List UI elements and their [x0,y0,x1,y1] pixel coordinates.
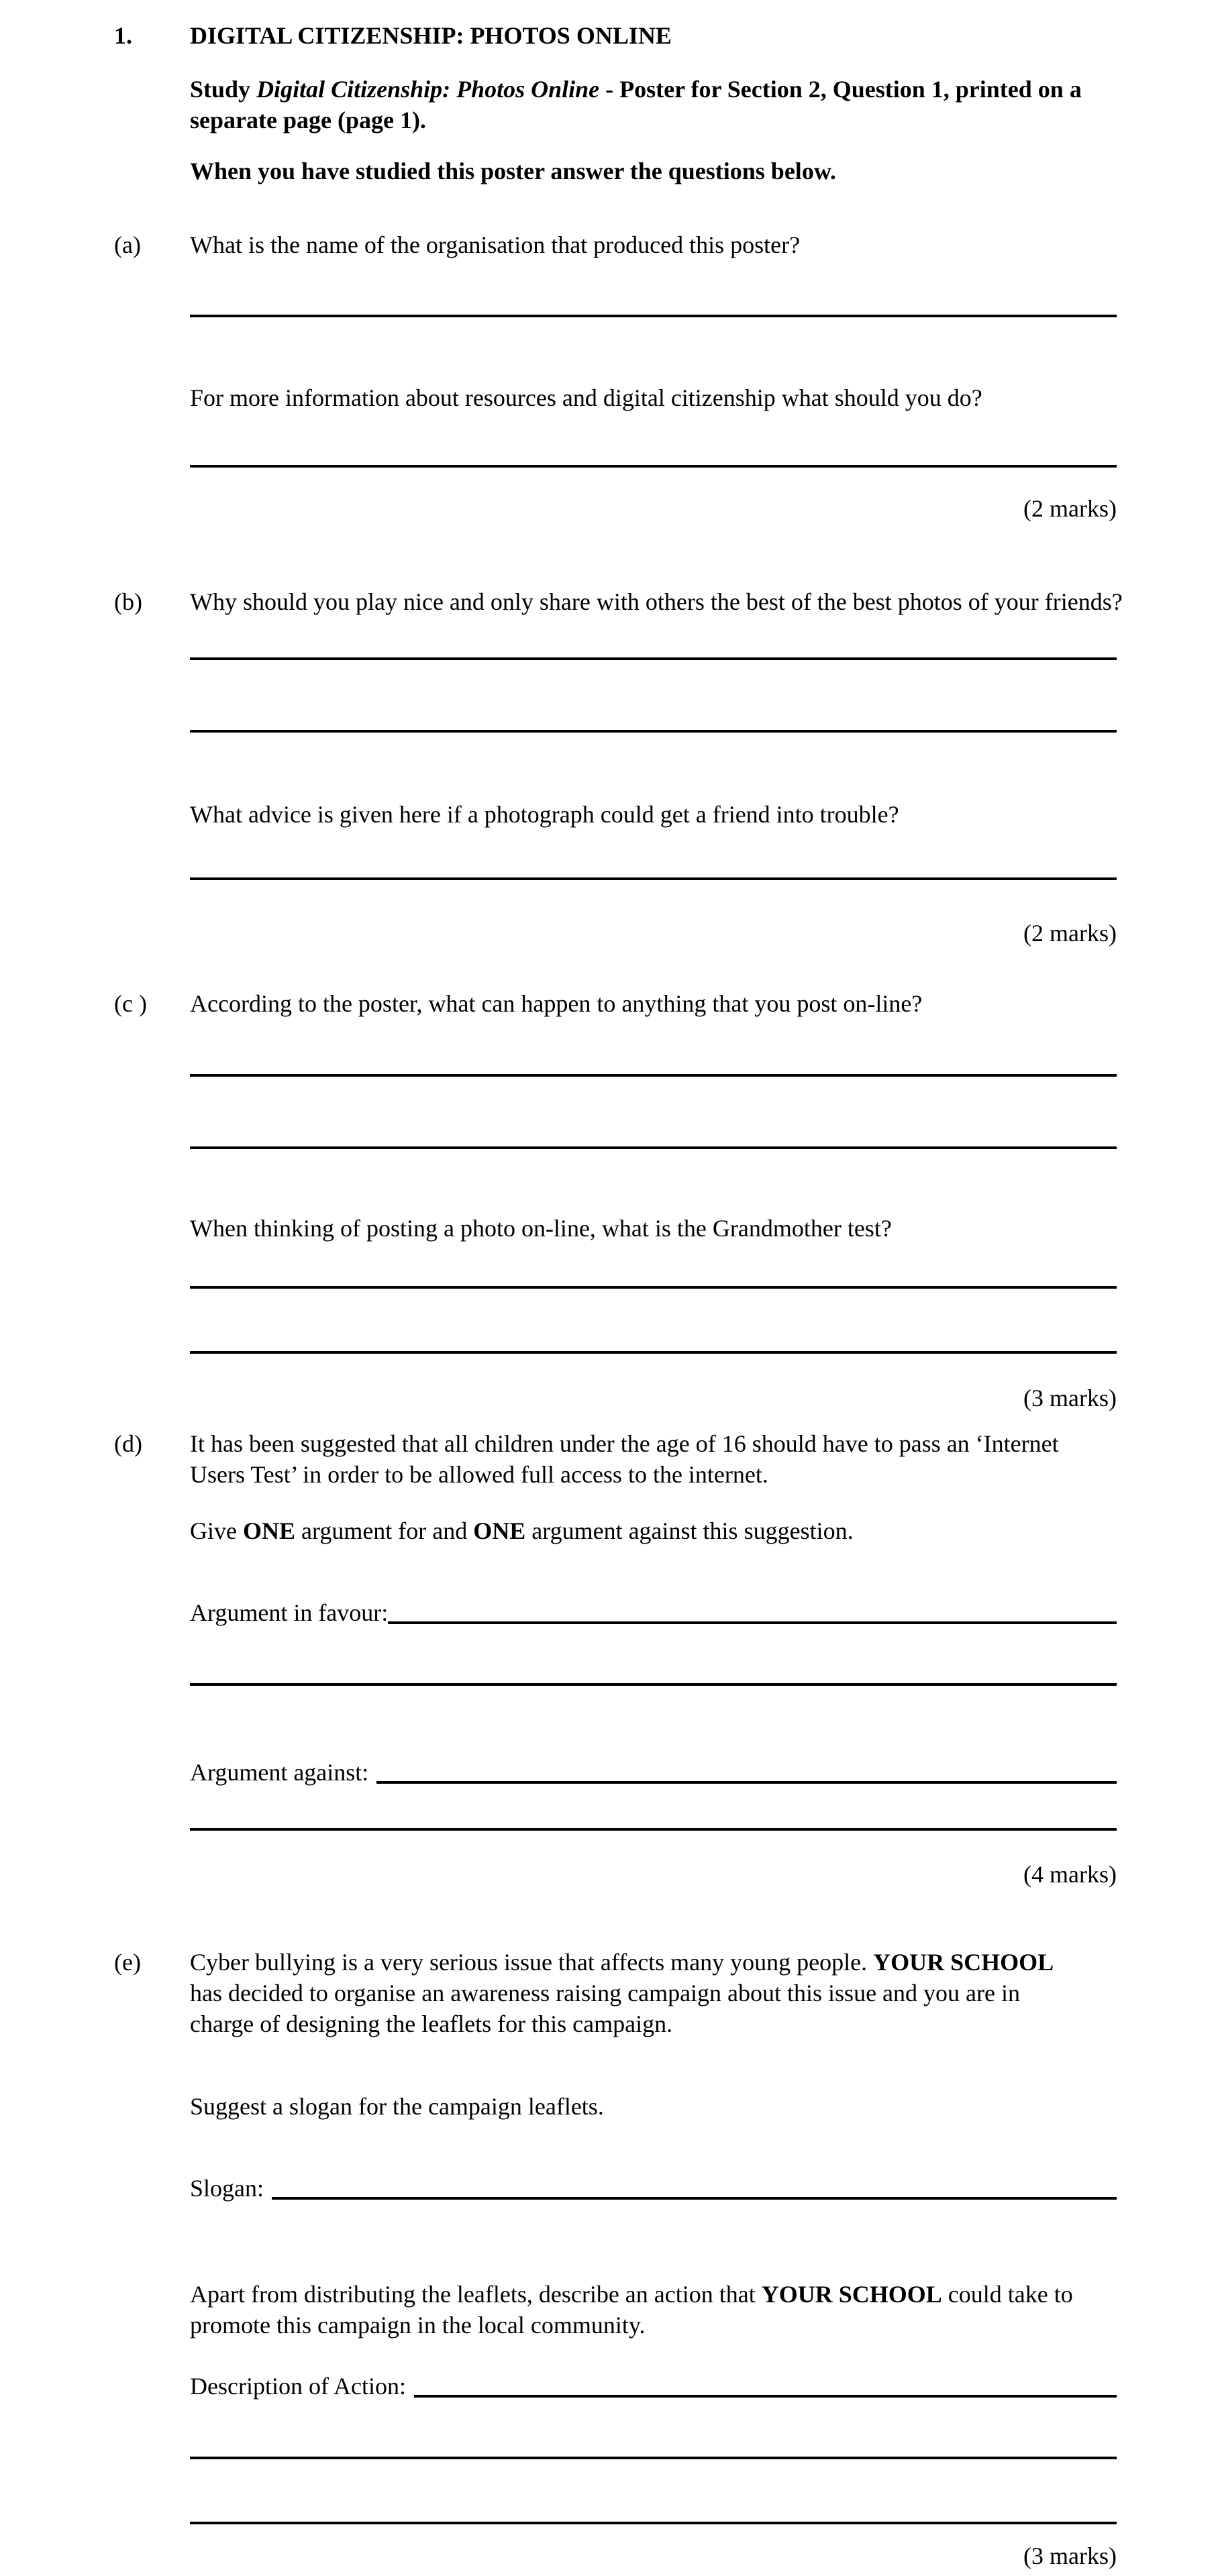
poster-name-italic: Digital Citizenship: Photos Online [256,76,600,103]
part-c [114,988,1117,1019]
part-a-marks: (2 marks) [1023,495,1117,522]
action-pre: Apart from distributing the leaflets, describe an action that [190,2281,762,2308]
part-a-question-1: What is the name of the organisation that produced this poster? [190,231,801,258]
part-e-marks: (3 marks) [1023,2542,1117,2569]
study-pre: Study [190,76,257,103]
part-b-question-1: Why should you play nice and only share with others the best of the best photos of your friends? [190,588,1123,615]
answer-line [190,1351,1117,1354]
answer-line [190,730,1117,733]
part-b-question-2: What advice is given here if a photograph could get a friend into trouble? [190,801,899,828]
answer-line [190,657,1117,660]
part-c-question-2-row [114,1213,1117,1244]
part-d-label: (d) [114,1430,142,1457]
question-header [114,20,1117,51]
action-prompt-line1 [190,2279,1117,2310]
answer-line [272,2169,1117,2200]
slogan-prompt: Suggest a slogan for the campaign leaflets. [190,2093,604,2120]
part-d-intro-line1: It has been suggested that all children under the age of 16 should have to pass an ‘Internet [190,1430,1059,1457]
part-e-intro-line1 [190,1947,1117,1978]
part-c-marks: (3 marks) [1023,1385,1117,1411]
part-a [114,229,1117,260]
part-b-question-2-row [114,799,1117,830]
poster-instruction-row [114,156,1117,186]
part-c-question-1: According to the poster, what can happen to anything that you post on-line? [190,990,923,1017]
answer-line [190,1683,1117,1686]
part-c-label: (c ) [114,990,147,1017]
part-d-give-row [114,1515,1117,1546]
part-c-question-2: When thinking of posting a photo on-line, what is the Grandmother test? [190,1215,892,1242]
answer-line [388,1593,1117,1624]
study-post: - Poster for Section 2, Question 1, printed on a [599,76,1082,103]
argument-against-label: Argument against: [190,1759,369,1786]
part-a-label: (a) [114,231,141,258]
argument-against-row [114,1753,1117,1788]
answer-line [190,1286,1117,1289]
answer-line [190,465,1117,468]
part-d-marks: (4 marks) [1023,1861,1117,1888]
part-d-intro-line2: Users Test’ in order to be allowed full access to the internet. [190,1461,768,1488]
your-school-bold: YOUR SCHOOL [761,2281,942,2308]
give-pre: Give [190,1517,243,1544]
answer-line [190,877,1117,880]
argument-favour-label: Argument in favour: [190,1599,389,1626]
part-a-question-2: For more information about resources and digital citizenship what should you do? [190,384,982,411]
action-description-label: Description of Action: [190,2373,406,2400]
argument-favour-row [114,1593,1117,1628]
give-one-2: ONE [473,1517,526,1544]
slogan-prompt-row [114,2091,1117,2122]
slogan-row [114,2169,1117,2204]
part-d [114,1428,1117,1490]
part-d-give-instruction [190,1515,1117,1546]
answer-line [190,1074,1117,1077]
question-title: DIGITAL CITIZENSHIP: PHOTOS ONLINE [190,22,672,49]
answer-line [376,1753,1117,1784]
your-school-bold: YOUR SCHOOL [873,1949,1054,1976]
give-post: argument against this suggestion. [525,1517,854,1544]
slogan-label: Slogan: [190,2175,264,2202]
study-instruction-line2: separate page (page 1). [190,107,426,133]
intro-pre: Cyber bullying is a very serious issue that affects many young people. [190,1949,874,1976]
study-instruction-line1 [190,74,1117,105]
answer-line [190,2457,1117,2459]
action-prompt-line2: promote this campaign in the local community. [190,2312,646,2339]
poster-instruction: When you have studied this poster answer the questions below. [190,158,836,184]
answer-line [190,1828,1117,1831]
give-one-1: ONE [242,1517,295,1544]
part-b [114,586,1123,617]
study-instruction [114,74,1117,136]
action-description-row [114,2367,1117,2402]
answer-line [190,315,1117,317]
answer-line [414,2367,1117,2398]
give-mid: argument for and [295,1517,474,1544]
action-prompt-row [114,2279,1117,2341]
answer-line [190,2522,1117,2524]
action-post: could take to [942,2281,1073,2308]
part-e [114,1947,1117,2039]
part-e-intro-line2: has decided to organise an awareness raising campaign about this issue and you are in [190,1980,1020,2006]
question-number: 1. [114,22,132,49]
part-b-label: (b) [114,588,142,615]
part-a-question-2-row [114,382,1117,413]
answer-line [190,1146,1117,1149]
part-e-intro-line3: charge of designing the leaflets for this campaign. [190,2010,673,2037]
part-b-marks: (2 marks) [1023,920,1117,947]
part-e-label: (e) [114,1949,141,1976]
